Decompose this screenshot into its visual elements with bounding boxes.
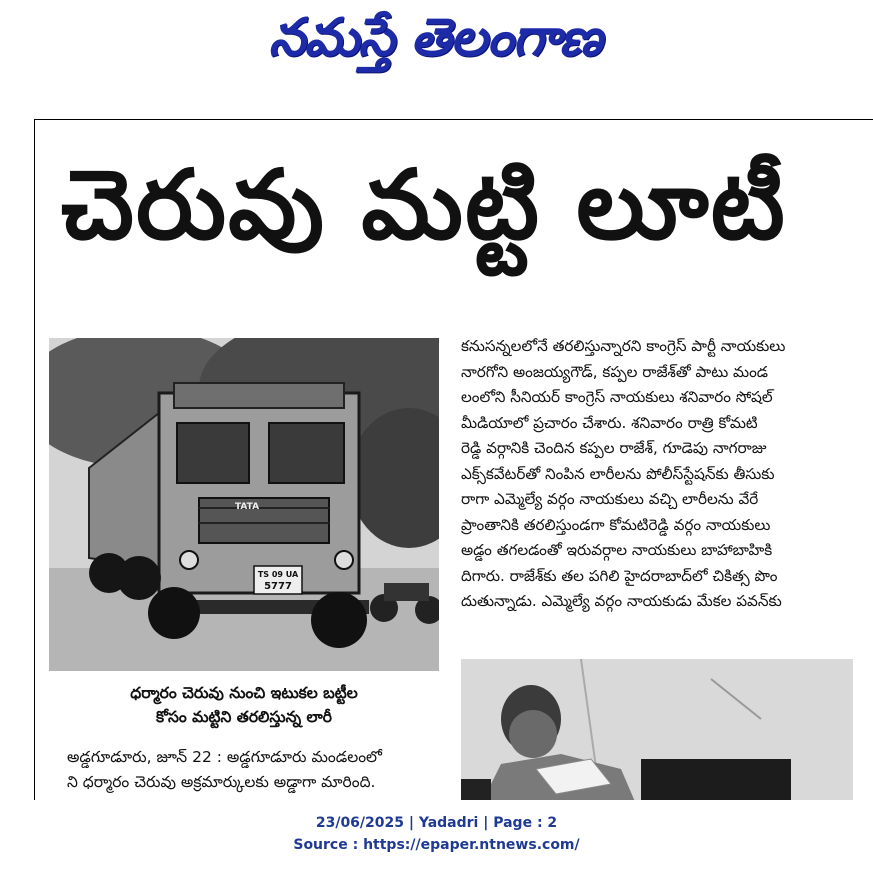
article-headline: చెరువు మట్టి లూటీ: [61, 149, 787, 261]
caption-line: ధర్మారం చెరువు నుంచి ఇటుకల బట్టీల: [130, 684, 358, 702]
body-line: లంలోని సీనియర్ కాంగ్రెస్ నాయకులు శనివారం సోషల్: [461, 388, 773, 406]
body-line: కనుసన్నలలోనే తరలిస్తున్నారని కాంగ్రెస్ పార్టీ నాయకులు: [461, 337, 786, 355]
body-line: రెడ్డి వర్గానికి చెందిన కప్పల రాజేశ్, గూడెపు నాగరాజు: [461, 439, 767, 457]
body-line: అడ్డం తగలడంతో ఇరువర్గాల నాయకులు బాహాబాహికి: [461, 541, 773, 559]
body-line: మీడియాలో ప్రచారం చేశారు. శనివారం రాత్రి కోమటి: [461, 413, 758, 432]
page-footer: [0, 812, 873, 856]
article-body-left: [67, 745, 445, 795]
source-link[interactable]: Source : https://epaper.ntnews.com/: [293, 837, 580, 853]
body-line: ప్రాంతానికి తరలిస్తుండగా కోమటిరెడ్డి వర్గం నాయకులు: [461, 515, 771, 534]
body-line: దుతున్నాడు. ఎమ్మెల్యే వర్గం నాయకుడు మేకల పవన్‌కు: [461, 592, 782, 610]
photo-caption: [49, 681, 439, 729]
article-body-right: [461, 334, 857, 615]
injured-man-photo: [461, 659, 853, 800]
body-line: ని ధర్మారం చెరువు అక్రమార్కులకు అడ్డాగా మారింది.: [67, 773, 376, 791]
body-line: అడ్డగూడూరు, జూన్ 22 : అడ్డగూడూరు మండలంలో: [67, 748, 383, 766]
caption-line: కోసం మట్టిని తరలిస్తున్న లారీ: [156, 708, 332, 726]
truck-brand-label: TATA: [234, 502, 260, 512]
body-line: రాగా ఎమ్మెల్యే వర్గం నాయకులు వచ్చి లారీలను వేరే: [461, 490, 759, 508]
truck-plate-line1: TS 09 UA: [257, 570, 299, 579]
edition-info: 23/06/2025 | Yadadri | Page : 2: [315, 815, 558, 831]
body-line: నారగోని అంజయ్యగౌడ్, కప్పల రాజేశ్‌తో పాటు మండ: [461, 362, 769, 381]
truck-plate-line2: 5777: [264, 581, 292, 592]
newspaper-masthead: నమస్తే తెలంగాణ: [268, 8, 602, 68]
body-line: ఎక్స్‌కవేటర్‌తో నింపిన లారీలను పోలీస్‌స్టేషన్‌కు తీసుకు: [461, 464, 775, 483]
article-clipping: [34, 119, 873, 800]
body-line: దిగారు. రాజేశ్‌కు తల పగిలి హైదరాబాద్‌లో చికిత్స పొం: [461, 566, 778, 585]
